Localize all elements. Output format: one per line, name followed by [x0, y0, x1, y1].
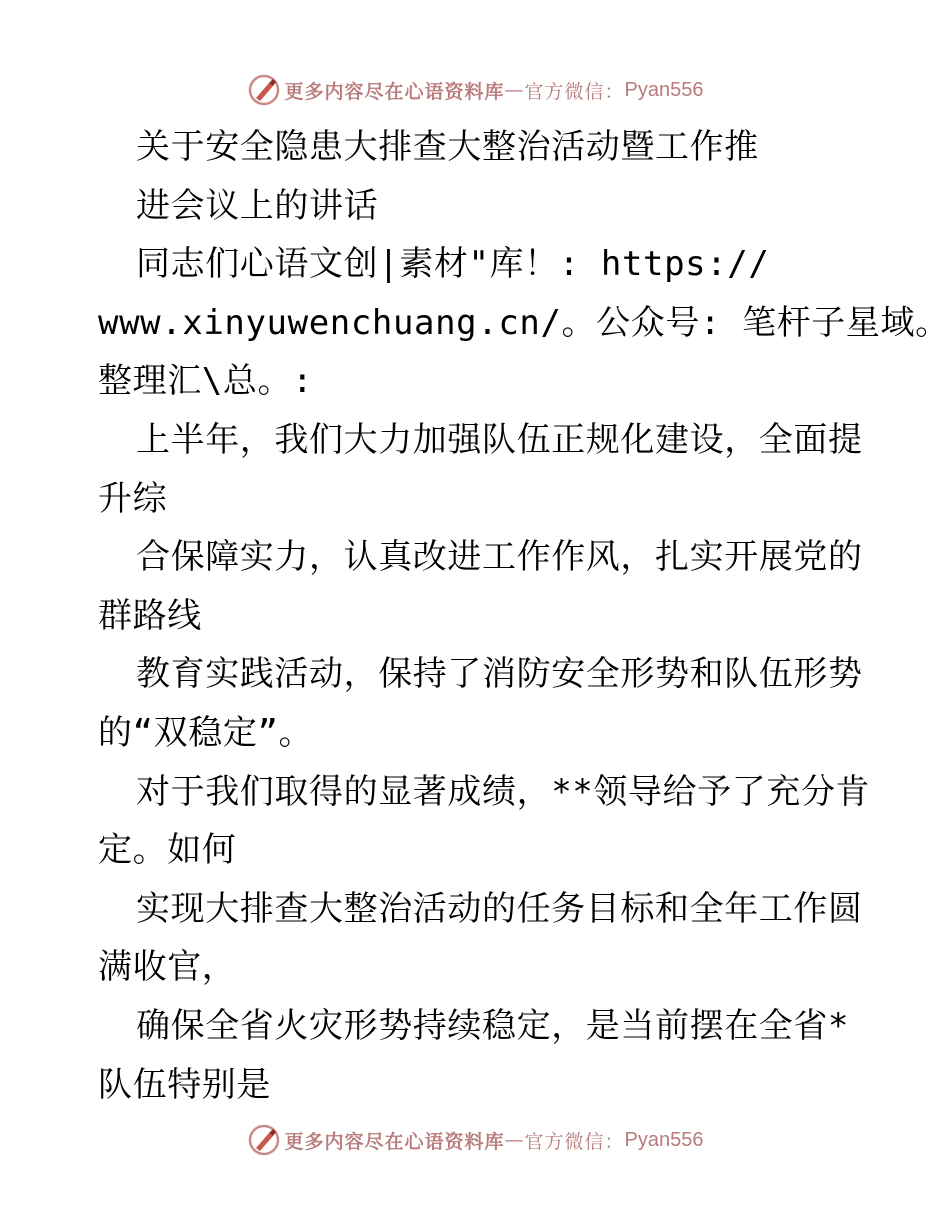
- banner-text: 更多内容尽在心语资料库: [284, 1130, 505, 1153]
- document-line: www.xinyuwenchuang.cn/。公众号: 笔杆子星域。: [98, 302, 950, 343]
- document-line: 定。如何: [98, 830, 237, 871]
- document-body: [98, 118, 950, 1114]
- document-line: 的“双稳定”。: [98, 712, 314, 753]
- banner-wechat-label: 官方微信：: [524, 1130, 625, 1153]
- document-line: 上半年，我们大力加强队伍正规化建设，全面提: [136, 419, 863, 460]
- document-line: 合保障实力，认真改进工作作风，扎实开展党的: [136, 537, 863, 578]
- footer-watermark: [0, 1120, 950, 1160]
- document-line: 教育实践活动，保持了消防安全形势和队伍形势: [136, 654, 863, 695]
- pen-logo-icon: [247, 1123, 281, 1157]
- document-line: 队伍特别是: [98, 1064, 271, 1105]
- banner-dash: —: [504, 79, 525, 101]
- document-line: 对于我们取得的显著成绩，**领导给予了充分肯: [136, 771, 871, 812]
- banner-wechat-label: 官方微信：: [524, 80, 625, 103]
- document-line: 实现大排查大整治活动的任务目标和全年工作圆: [136, 888, 863, 929]
- banner-wechat-id: Pyan556: [624, 1128, 704, 1151]
- banner-wechat-id: Pyan556: [624, 78, 704, 101]
- document-line: 确保全省火灾形势持续稳定，是当前摆在全省*: [136, 1005, 850, 1046]
- document-line: 关于安全隐患大排查大整治活动暨工作推: [136, 127, 759, 167]
- document-line: 群路线: [98, 595, 202, 636]
- document-line: 升综: [98, 478, 168, 519]
- banner-text: 更多内容尽在心语资料库: [284, 80, 505, 103]
- header-watermark: [0, 70, 950, 110]
- document-line: 满收官，: [98, 947, 237, 988]
- document-line: 整理汇\总。:: [98, 361, 314, 402]
- document-line: 进会议上的讲话: [136, 185, 379, 226]
- pen-logo-icon: [247, 73, 281, 107]
- document-line: 同志们心语文创|素材"库！: https://: [136, 244, 770, 285]
- banner-dash: —: [504, 1129, 525, 1151]
